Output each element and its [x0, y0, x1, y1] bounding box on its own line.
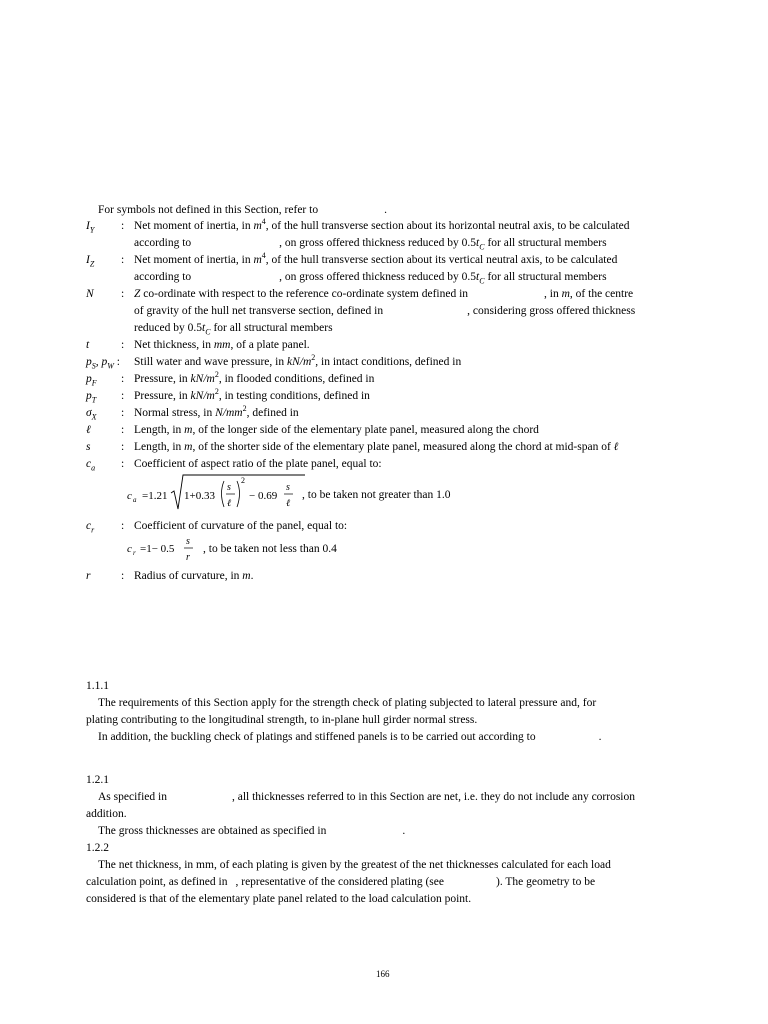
section-number-1-2-1: 1.2.1 — [86, 774, 109, 786]
colon: : — [121, 570, 125, 582]
symbol-s: s — [86, 441, 91, 453]
n-def-line2: of gravity of the hull net transverse section, defined in , considering gross offered thickness — [134, 305, 636, 317]
para-1-2-2-a: The net thickness, in mm, of each plating is given by the greatest of the net thicknesses calculated for each load — [98, 859, 611, 871]
para-1-1-1-a: The requirements of this Section apply for the strength check of plating subjected to lateral pressure and, for — [98, 697, 597, 709]
iz-def-line1: Net moment of inertia, in $m^4$, of the hull transverse section about its vertical neutral axis, to be calculated — [134, 251, 618, 266]
iy-def-line2: according to , on gross offered thickness reduced by $0.5t_C$ for all structural members — [134, 237, 607, 252]
symbol-iy: $I_Y$ — [86, 220, 95, 235]
ca-equation-graphic — [127, 473, 307, 513]
colon: : — [121, 520, 125, 532]
page-number: 166 — [376, 969, 390, 979]
pf-def: Pressure, in $kN/m^2$, in flooded conditions, defined in — [134, 370, 375, 385]
para-1-2-1-b: addition. — [86, 808, 127, 820]
para-1-1-1-b: plating contributing to the longitudinal strength, to in-plane hull girder normal stress. — [86, 714, 478, 726]
colon: : — [121, 339, 125, 351]
svg-text:a: a — [133, 496, 137, 504]
svg-text:1+0.33: 1+0.33 — [184, 490, 215, 502]
s-def: Length, in m, of the shorter side of the elementary plate panel, measured along the chord at mid-span of ℓ — [134, 441, 619, 453]
svg-text:r: r — [133, 549, 136, 557]
colon: : — [121, 390, 125, 402]
svg-text:c: c — [127, 543, 132, 555]
colon: : — [121, 407, 125, 419]
svg-text:s: s — [286, 482, 290, 493]
para-1-1-1-c: In addition, the buckling check of platings and stiffened panels is to be carried out according to . — [98, 731, 602, 743]
l-def: Length, in m, of the longer side of the elementary plate panel, measured along the chord — [134, 424, 539, 436]
svg-text:r: r — [186, 552, 190, 563]
colon: : — [121, 373, 125, 385]
symbol-n: N — [86, 288, 94, 300]
symbol-ps-pw: $p_S$, $p_W$ : — [86, 356, 120, 371]
colon: : — [121, 441, 125, 453]
symbol-pt: $p_T$ — [86, 390, 97, 405]
cr-def: Coefficient of curvature of the panel, equal to: — [134, 520, 348, 532]
iz-def-line2: according to , on gross offered thickness reduced by $0.5t_C$ for all structural members — [134, 271, 607, 286]
symbol-pf: $p_F$ — [86, 373, 97, 388]
t-def: Net thickness, in mm, of a plate panel. — [134, 339, 310, 351]
symbol-l: ℓ — [86, 424, 91, 436]
symbol-iz: $I_Z$ — [86, 254, 95, 269]
colon: : — [121, 288, 125, 300]
iy-def-line1: Net moment of inertia, in $m^4$, of the hull transverse section about its horizontal neutral axis, to be calculated — [134, 217, 630, 232]
cr-equation-note: , to be taken not less than 0.4 — [203, 543, 337, 555]
pt-def: Pressure, in $kN/m^2$, in testing conditions, defined in — [134, 387, 370, 402]
n-def-line1: Z co-ordinate with respect to the reference co-ordinate system defined in , in m, of the centre — [134, 288, 634, 300]
svg-text:s: s — [186, 536, 190, 547]
symbol-cr: $c_r$ — [86, 520, 95, 535]
svg-text:c: c — [127, 490, 132, 502]
r-def: Radius of curvature, in m. — [134, 570, 254, 582]
symbol-t: t — [86, 339, 90, 351]
para-1-2-1-c: The gross thicknesses are obtained as specified in . — [98, 825, 406, 837]
svg-text:2: 2 — [241, 476, 245, 485]
ps-def: Still water and wave pressure, in $kN/m^2$, in intact conditions, defined in — [134, 353, 462, 368]
symbol-r: r — [86, 570, 91, 582]
para-1-2-2-c: considered is that of the elementary plate panel related to the load calculation point. — [86, 893, 472, 905]
symbol-ca: $c_a$ — [86, 458, 96, 473]
svg-text:=1− 0.5: =1− 0.5 — [140, 543, 175, 555]
svg-text:ℓ: ℓ — [227, 498, 232, 509]
section-number-1-1-1: 1.1.1 — [86, 680, 109, 692]
svg-text:ℓ: ℓ — [286, 498, 291, 509]
colon: : — [121, 254, 125, 266]
ca-def: Coefficient of aspect ratio of the plate panel, equal to: — [134, 458, 382, 470]
sigma-def: Normal stress, in $N/mm^2$, defined in — [134, 404, 299, 419]
symbol-sigma-x: $\sigma_X$ — [86, 407, 97, 422]
n-def-line3: reduced by $0.5t_C$ for all structural members — [134, 322, 333, 337]
colon: : — [121, 458, 125, 470]
cr-equation-graphic — [127, 533, 207, 565]
svg-text:− 0.69: − 0.69 — [249, 490, 278, 502]
para-1-2-1-a: As specified in , all thicknesses referred to in this Section are net, i.e. they do not include any corrosion — [98, 791, 636, 803]
colon: : — [121, 220, 125, 232]
colon: : — [121, 424, 125, 436]
svg-text:s: s — [227, 482, 231, 493]
intro-text: For symbols not defined in this Section, refer to . — [98, 204, 387, 216]
section-number-1-2-2: 1.2.2 — [86, 842, 109, 854]
ca-equation-note: , to be taken not greater than 1.0 — [302, 489, 451, 501]
svg-text:=1.21: =1.21 — [142, 490, 168, 502]
para-1-2-2-b: calculation point, as defined in , representative of the considered plating (see ). The geometry to be — [86, 876, 596, 888]
